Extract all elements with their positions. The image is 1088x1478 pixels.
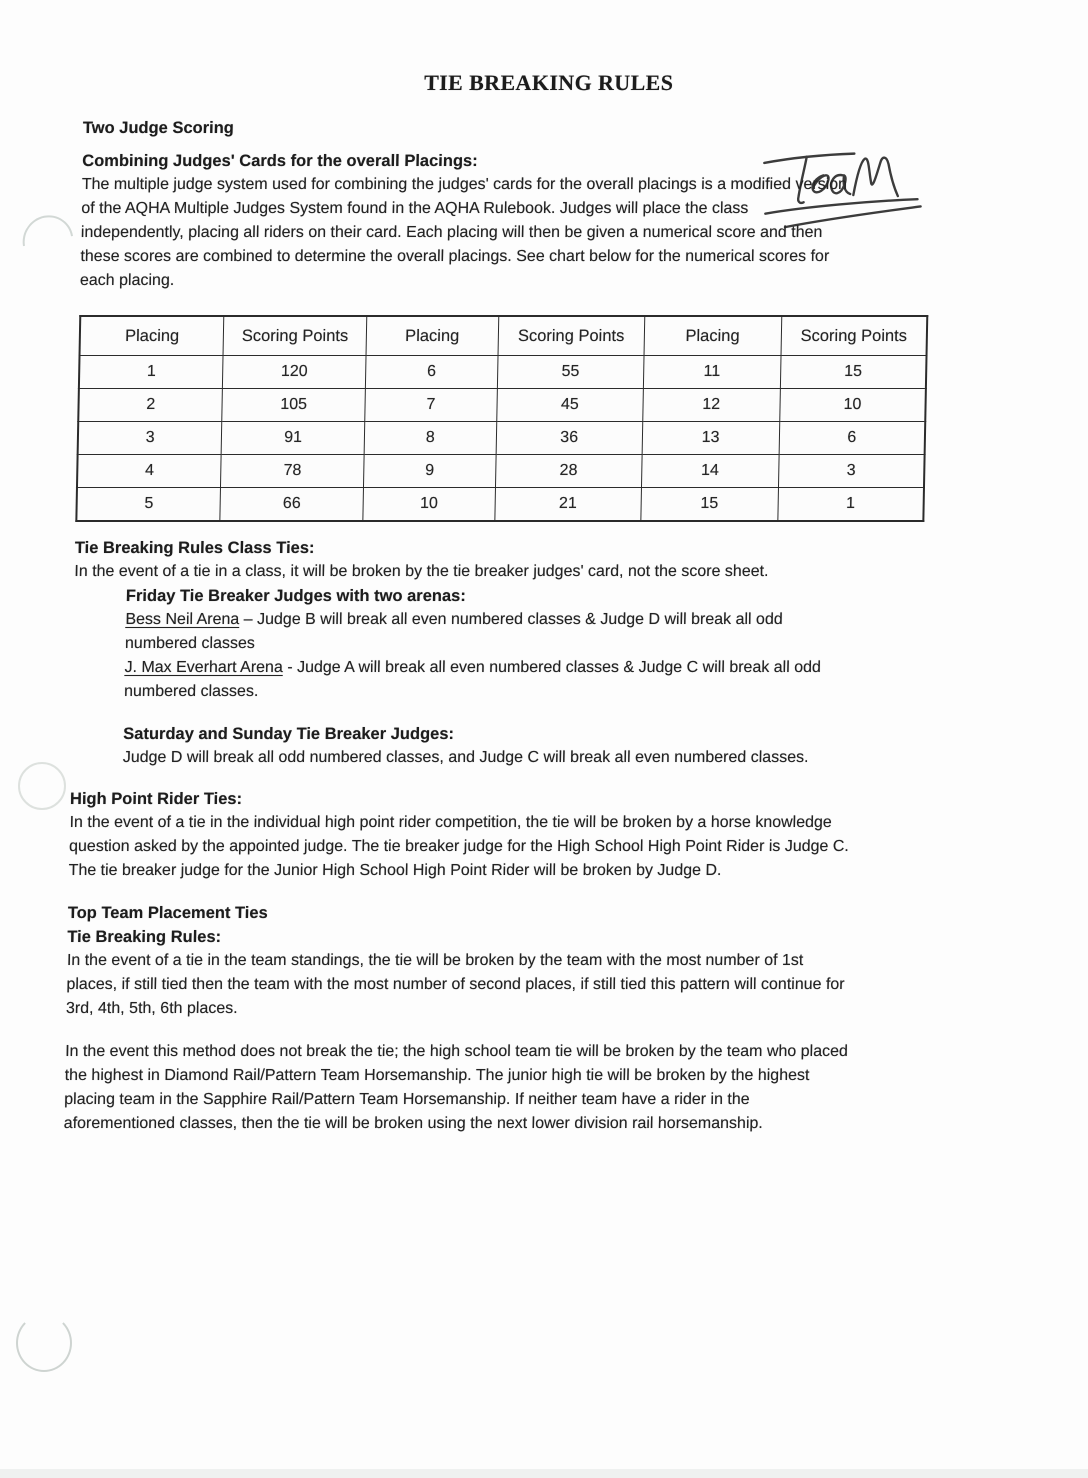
jmax-everhart-arena-rule-text: - Judge A will break all even numbered classes & Judge C will break all odd <box>287 659 822 676</box>
table-cell: 66 <box>220 488 363 522</box>
column-header-scoring-points-3: Scoring Points <box>781 316 927 356</box>
table-row <box>79 356 927 389</box>
paragraph-tie-fallback <box>64 1040 996 1136</box>
jmax-everhart-arena-name: J. Max Everhart Arena <box>124 659 283 676</box>
paragraph-line: each placing. <box>79 272 175 289</box>
bess-neil-arena-rule <box>125 608 1003 632</box>
bess-neil-arena-rule-wrap: numbered classes <box>124 635 255 652</box>
paragraph-line: independently, placing all riders on their card. Each placing will then be given a numerical score and then <box>80 224 823 241</box>
tie-fallback-line: placing team in the Sapphire Rail/Pattern Team Horsemanship. If neither team have a rider in the <box>64 1091 750 1108</box>
heading-combining-judges-cards: Combining Judges' Cards for the overall Placings: <box>82 152 478 170</box>
tie-fallback-line: the highest in Diamond Rail/Pattern Team Horsemanship. The junior high tie will be broken by the highest <box>64 1067 810 1084</box>
bess-neil-arena-rule-text: – Judge B will break all even numbered classes & Judge D will break all odd <box>243 611 783 628</box>
weekend-tie-breaker-rule: Judge D will break all odd numbered classes, and Judge C will break all even numbered classes. <box>122 749 809 766</box>
table-cell: 105 <box>222 389 365 422</box>
table-cell: 1 <box>778 488 924 522</box>
table-cell: 3 <box>78 422 223 455</box>
table-cell: 7 <box>365 389 498 422</box>
table-cell: 55 <box>497 356 643 389</box>
table-cell: 11 <box>643 356 781 389</box>
section-top-team-placement-ties <box>64 901 999 1136</box>
heading-weekend-tie-breaker: Saturday and Sunday Tie Breaker Judges: <box>123 725 455 743</box>
high-point-line: In the event of a tie in the individual high point rider competition, the tie will be broken by a horse knowledge <box>69 814 832 831</box>
heading-top-team-placement-ties: Top Team Placement Ties <box>67 904 268 922</box>
table-cell: 6 <box>779 422 925 455</box>
table-cell: 14 <box>641 455 779 488</box>
table-row <box>76 488 924 522</box>
table-row <box>77 455 925 488</box>
table-cell: 10 <box>363 488 496 522</box>
high-point-line: question asked by the appointed judge. The tie breaker judge for the High School High Point Rider is Judge C. <box>68 838 850 855</box>
team-standings-line: In the event of a tie in the team standings, the tie will be broken by the team with the most number of 1st <box>66 952 804 969</box>
table-cell: 120 <box>223 356 366 389</box>
table-cell: 91 <box>222 422 365 455</box>
tie-fallback-line: In the event this method does not break the tie; the high school team tie will be broken by the team who placed <box>64 1043 849 1060</box>
table-cell: 13 <box>642 422 780 455</box>
heading-high-point-rider-ties: High Point Rider Ties: <box>69 790 243 808</box>
table-row <box>78 422 926 455</box>
tie-fallback-line: aforementioned classes, then the tie will be broken using the next lower division rail horsemanship. <box>63 1115 763 1132</box>
table-cell: 10 <box>780 389 926 422</box>
document-content <box>0 70 1088 1136</box>
heading-tie-breaking-rules: Tie Breaking Rules: <box>67 928 222 946</box>
table-cell: 6 <box>365 356 498 389</box>
paragraph-combining-system <box>80 173 1012 293</box>
column-header-placing-3: Placing <box>644 316 782 356</box>
table-cell: 1 <box>79 356 224 389</box>
table-cell: 78 <box>221 455 364 488</box>
placing-scoring-points-table <box>75 315 928 522</box>
team-standings-line: places, if still tied then the team with the most number of second places, if still tied this pattern will continue for <box>66 976 845 993</box>
table-cell: 12 <box>642 389 780 422</box>
jmax-everhart-arena-rule-wrap: numbered classes. <box>123 683 259 700</box>
column-header-scoring-points-2: Scoring Points <box>498 316 644 356</box>
scanner-edge-bar <box>0 1469 1088 1478</box>
table-cell: 21 <box>495 488 641 522</box>
scanned-document-page <box>0 70 1088 1478</box>
table-cell: 45 <box>497 389 643 422</box>
column-header-scoring-points-1: Scoring Points <box>224 316 367 356</box>
jmax-everhart-arena-rule <box>124 656 1002 680</box>
bess-neil-arena-name: Bess Neil Arena <box>125 611 240 628</box>
table-cell: 15 <box>640 488 778 522</box>
table-cell: 36 <box>496 422 642 455</box>
column-header-placing-2: Placing <box>366 316 499 356</box>
section-class-ties <box>71 536 1005 770</box>
table-row <box>78 389 926 422</box>
heading-two-judge-scoring: Two Judge Scoring <box>82 119 235 137</box>
column-header-placing-1: Placing <box>80 316 225 356</box>
table-cell: 5 <box>76 488 221 522</box>
table-cell: 15 <box>780 356 926 389</box>
section-high-point-rider-ties <box>68 787 1000 883</box>
hole-punch-mark-bottom <box>16 1314 72 1372</box>
table-header-row <box>80 316 928 356</box>
table-cell: 8 <box>364 422 497 455</box>
paragraph-line: these scores are combined to determine the overall placings. See chart below for the numerical scores for <box>80 248 830 265</box>
page-title: TIE BREAKING RULES <box>423 70 674 95</box>
table-cell: 2 <box>78 389 223 422</box>
table-cell: 9 <box>363 455 496 488</box>
table-cell: 4 <box>77 455 222 488</box>
paragraph-line: The multiple judge system used for combining the judges' cards for the overall placings is a modified version <box>81 176 848 193</box>
heading-friday-tie-breaker: Friday Tie Breaker Judges with two arenas: <box>125 587 466 605</box>
class-ties-intro: In the event of a tie in a class, it will be broken by the tie breaker judges' card, not the score sheet. <box>74 563 769 580</box>
table-cell: 3 <box>778 455 924 488</box>
team-standings-line: 3rd, 4th, 5th, 6th places. <box>65 1000 238 1017</box>
paragraph-line: of the AQHA Multiple Judges System found in the AQHA Rulebook. Judges will place the class <box>81 200 749 217</box>
high-point-line: The tie breaker judge for the Junior High School High Point Rider will be broken by Judge D. <box>68 862 722 879</box>
heading-class-ties: Tie Breaking Rules Class Ties: <box>74 539 315 557</box>
table-cell: 28 <box>495 455 641 488</box>
